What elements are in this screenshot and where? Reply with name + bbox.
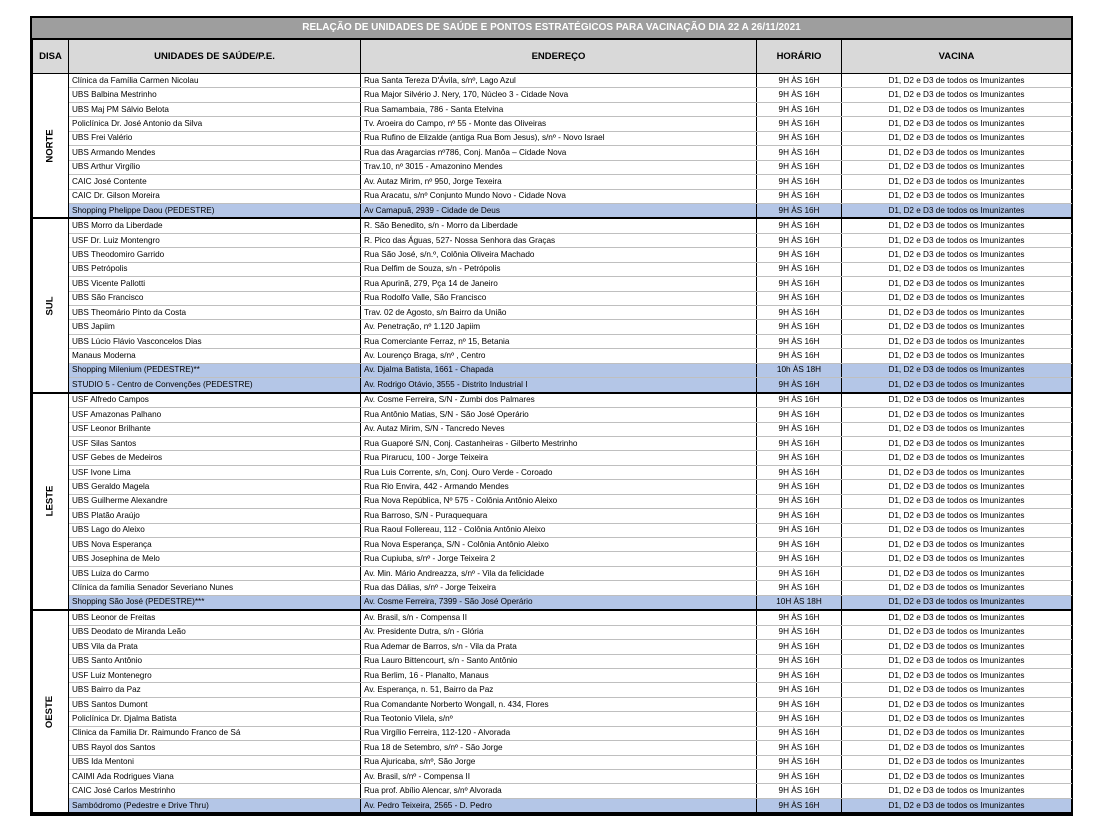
- table-row: [33, 277, 1072, 291]
- table-row: [33, 610, 1072, 625]
- address-cell: Rua Cupiuba, s/nº - Jorge Teixeira 2: [361, 552, 757, 566]
- unit-cell: UBS São Francisco: [69, 291, 361, 305]
- unit-cell: UBS Balbina Mestrinho: [69, 88, 361, 102]
- hours-cell: 9H ÀS 16H: [757, 654, 842, 668]
- table-row: [33, 581, 1072, 595]
- unit-cell: CAIMI Ada Rodrigues Viana: [69, 770, 361, 784]
- table-row: [33, 262, 1072, 276]
- table-row: [33, 248, 1072, 262]
- hours-cell: 9H ÀS 16H: [757, 131, 842, 145]
- address-cell: Rua Pirarucu, 100 - Jorge Teixeira: [361, 451, 757, 465]
- table-row: [33, 668, 1072, 682]
- vaccine-cell: D1, D2 e D3 de todos os Imunizantes: [842, 378, 1072, 393]
- hours-cell: 10h ÀS 18H: [757, 363, 842, 377]
- hours-cell: 9H ÀS 16H: [757, 218, 842, 233]
- vaccine-cell: D1, D2 e D3 de todos os Imunizantes: [842, 203, 1072, 218]
- vaccine-cell: D1, D2 e D3 de todos os Imunizantes: [842, 566, 1072, 580]
- vaccine-cell: D1, D2 e D3 de todos os Imunizantes: [842, 552, 1072, 566]
- table-row: [33, 349, 1072, 363]
- disa-label: NORTE: [44, 129, 56, 163]
- hours-cell: 9H ÀS 16H: [757, 640, 842, 654]
- vaccine-cell: D1, D2 e D3 de todos os Imunizantes: [842, 393, 1072, 408]
- hours-cell: 9H ÀS 16H: [757, 408, 842, 422]
- vaccine-cell: D1, D2 e D3 de todos os Imunizantes: [842, 726, 1072, 740]
- unit-cell: UBS Santo Antônio: [69, 654, 361, 668]
- disa-label: OESTE: [44, 695, 56, 728]
- table-body: [33, 74, 1072, 814]
- unit-cell: USF Amazonas Palhano: [69, 408, 361, 422]
- table-row: [33, 88, 1072, 102]
- address-cell: Rua Santa Tereza D'Ávila, s/nº, Lago Azul: [361, 74, 757, 88]
- address-cell: Av. Rodrigo Otávio, 3555 - Distrito Industrial I: [361, 378, 757, 393]
- table-row: [33, 160, 1072, 174]
- table-row: [33, 306, 1072, 320]
- vaccine-cell: D1, D2 e D3 de todos os Imunizantes: [842, 625, 1072, 639]
- hours-cell: 9H ÀS 16H: [757, 581, 842, 595]
- header-address: ENDEREÇO: [361, 40, 757, 74]
- unit-cell: STUDIO 5 - Centro de Convenções (PEDESTRE): [69, 378, 361, 393]
- address-cell: Trav. 02 de Agosto, s/n Bairro da União: [361, 306, 757, 320]
- vaccine-cell: D1, D2 e D3 de todos os Imunizantes: [842, 683, 1072, 697]
- address-cell: Rua Rio Envira, 442 - Armando Mendes: [361, 480, 757, 494]
- hours-cell: 9H ÀS 16H: [757, 798, 842, 813]
- hours-cell: 9H ÀS 16H: [757, 770, 842, 784]
- hours-cell: 9H ÀS 16H: [757, 146, 842, 160]
- vaccine-cell: D1, D2 e D3 de todos os Imunizantes: [842, 306, 1072, 320]
- unit-cell: UBS Guilherme Alexandre: [69, 494, 361, 508]
- hours-cell: 9H ÀS 16H: [757, 538, 842, 552]
- address-cell: Av. Cosme Ferreira, 7399 - São José Operário: [361, 595, 757, 610]
- vaccine-cell: D1, D2 e D3 de todos os Imunizantes: [842, 102, 1072, 116]
- unit-cell: Clinica da Familia Dr. Raimundo Franco de Sá: [69, 726, 361, 740]
- unit-cell: CAIC Dr. Gilson Moreira: [69, 189, 361, 203]
- hours-cell: 9H ÀS 16H: [757, 494, 842, 508]
- vaccine-cell: D1, D2 e D3 de todos os Imunizantes: [842, 770, 1072, 784]
- address-cell: Av. Min. Mário Andreazza, s/nº - Vila da felicidade: [361, 566, 757, 580]
- vaccine-cell: D1, D2 e D3 de todos os Imunizantes: [842, 523, 1072, 537]
- address-cell: Rua Rodolfo Valle, São Francisco: [361, 291, 757, 305]
- table-row: [33, 625, 1072, 639]
- hours-cell: 9H ÀS 16H: [757, 277, 842, 291]
- unit-cell: UBS Josephina de Melo: [69, 552, 361, 566]
- disa-cell: [33, 610, 69, 813]
- table-row: [33, 494, 1072, 508]
- unit-cell: UBS Japiim: [69, 320, 361, 334]
- hours-cell: 9H ÀS 16H: [757, 610, 842, 625]
- unit-cell: USF Ivone Lima: [69, 465, 361, 479]
- address-cell: Av. Lourenço Braga, s/nº , Centro: [361, 349, 757, 363]
- address-cell: Rua Apurinã, 279, Pça 14 de Janeiro: [361, 277, 757, 291]
- address-cell: Rua Lauro Bittencourt, s/n - Santo Antônio: [361, 654, 757, 668]
- table-row: [33, 146, 1072, 160]
- unit-cell: USF Luiz Montenegro: [69, 668, 361, 682]
- vaccine-cell: D1, D2 e D3 de todos os Imunizantes: [842, 798, 1072, 813]
- table-row: [33, 755, 1072, 769]
- unit-cell: Clínica da Família Carmen Nicolau: [69, 74, 361, 88]
- address-cell: Av. Djalma Batista, 1661 - Chapada: [361, 363, 757, 377]
- hours-cell: 9H ÀS 16H: [757, 320, 842, 334]
- address-cell: Rua 18 de Setembro, s/nº - São Jorge: [361, 741, 757, 755]
- unit-cell: UBS Frei Valério: [69, 131, 361, 145]
- unit-cell: UBS Theodomiro Garrido: [69, 248, 361, 262]
- vaccine-cell: D1, D2 e D3 de todos os Imunizantes: [842, 668, 1072, 682]
- vaccine-cell: D1, D2 e D3 de todos os Imunizantes: [842, 88, 1072, 102]
- vaccine-cell: D1, D2 e D3 de todos os Imunizantes: [842, 74, 1072, 88]
- unit-cell: Shopping Milenium (PEDESTRE)**: [69, 363, 361, 377]
- unit-cell: UBS Lúcio Flávio Vasconcelos Dias: [69, 334, 361, 348]
- hours-cell: 9H ÀS 16H: [757, 233, 842, 247]
- hours-cell: 9H ÀS 16H: [757, 668, 842, 682]
- vaccine-cell: D1, D2 e D3 de todos os Imunizantes: [842, 494, 1072, 508]
- unit-cell: UBS Vila da Prata: [69, 640, 361, 654]
- disa-label: SUL: [44, 296, 56, 315]
- unit-cell: Sambódromo (Pedestre e Drive Thru): [69, 798, 361, 813]
- unit-cell: UBS Petrópolis: [69, 262, 361, 276]
- unit-cell: UBS Bairro da Paz: [69, 683, 361, 697]
- table-row: [33, 131, 1072, 145]
- table-row: [33, 523, 1072, 537]
- vaccine-cell: D1, D2 e D3 de todos os Imunizantes: [842, 451, 1072, 465]
- unit-cell: UBS Geraldo Magela: [69, 480, 361, 494]
- disa-cell: [33, 218, 69, 392]
- vaccine-cell: D1, D2 e D3 de todos os Imunizantes: [842, 131, 1072, 145]
- hours-cell: 9H ÀS 16H: [757, 306, 842, 320]
- address-cell: Rua Virgílio Ferreira, 112-120 - Alvorada: [361, 726, 757, 740]
- hours-cell: 9H ÀS 16H: [757, 378, 842, 393]
- sheet-title: RELAÇÃO DE UNIDADES DE SAÚDE E PONTOS ESTRATÉGICOS PARA VACINAÇÃO DIA 22 A 26/11/2021: [32, 18, 1071, 39]
- vaccine-cell: D1, D2 e D3 de todos os Imunizantes: [842, 741, 1072, 755]
- unit-cell: Manaus Moderna: [69, 349, 361, 363]
- table-row: [33, 74, 1072, 88]
- table-row: [33, 218, 1072, 233]
- unit-cell: UBS Platão Araújo: [69, 509, 361, 523]
- hours-cell: 9H ÀS 16H: [757, 88, 842, 102]
- hours-cell: 9H ÀS 16H: [757, 552, 842, 566]
- address-cell: Rua Guaporé S/N, Conj. Castanheiras - Gilberto Mestrinho: [361, 436, 757, 450]
- vaccine-cell: D1, D2 e D3 de todos os Imunizantes: [842, 117, 1072, 131]
- hours-cell: 9H ÀS 16H: [757, 248, 842, 262]
- address-cell: Rua das Aragarcias nº786, Conj. Manôa – Cidade Nova: [361, 146, 757, 160]
- unit-cell: UBS Arthur Virgílio: [69, 160, 361, 174]
- unit-cell: UBS Vicente Pallotti: [69, 277, 361, 291]
- address-cell: Av. Presidente Dutra, s/n - Glória: [361, 625, 757, 639]
- table-row: [33, 712, 1072, 726]
- table-row: [33, 683, 1072, 697]
- vaccine-cell: D1, D2 e D3 de todos os Imunizantes: [842, 334, 1072, 348]
- table-row: [33, 363, 1072, 377]
- vaccine-cell: D1, D2 e D3 de todos os Imunizantes: [842, 189, 1072, 203]
- hours-cell: 9H ÀS 16H: [757, 755, 842, 769]
- table-row: [33, 784, 1072, 798]
- unit-cell: Policlínica Dr. Djalma Batista: [69, 712, 361, 726]
- hours-cell: 9H ÀS 16H: [757, 203, 842, 218]
- table-row: [33, 509, 1072, 523]
- hours-cell: 9H ÀS 16H: [757, 465, 842, 479]
- vaccine-cell: D1, D2 e D3 de todos os Imunizantes: [842, 712, 1072, 726]
- address-cell: R. Pico das Águas, 527- Nossa Senhora das Graças: [361, 233, 757, 247]
- address-cell: Rua Ajuricaba, s/nº, São Jorge: [361, 755, 757, 769]
- hours-cell: 9H ÀS 16H: [757, 741, 842, 755]
- table-row: [33, 566, 1072, 580]
- unit-cell: CAIC José Carlos Mestrinho: [69, 784, 361, 798]
- address-cell: Rua Rufino de Elizalde (antiga Rua Bom Jesus), s/nº - Novo Israel: [361, 131, 757, 145]
- vaccine-cell: D1, D2 e D3 de todos os Imunizantes: [842, 233, 1072, 247]
- address-cell: Rua Barroso, S/N - Puraquequara: [361, 509, 757, 523]
- hours-cell: 9H ÀS 16H: [757, 160, 842, 174]
- vaccine-cell: D1, D2 e D3 de todos os Imunizantes: [842, 581, 1072, 595]
- table-row: [33, 451, 1072, 465]
- unit-cell: USF Dr. Luiz Montengro: [69, 233, 361, 247]
- unit-cell: UBS Santos Dumont: [69, 697, 361, 711]
- table-row: [33, 291, 1072, 305]
- vaccine-cell: D1, D2 e D3 de todos os Imunizantes: [842, 248, 1072, 262]
- unit-cell: Policlínica Dr. José Antonio da Silva: [69, 117, 361, 131]
- table-row: [33, 654, 1072, 668]
- unit-cell: UBS Deodato de Miranda Leão: [69, 625, 361, 639]
- table-row: [33, 393, 1072, 408]
- disa-cell: [33, 393, 69, 611]
- address-cell: Rua Teotonio Vilela, s/nº: [361, 712, 757, 726]
- table-row: [33, 436, 1072, 450]
- vaccine-cell: D1, D2 e D3 de todos os Imunizantes: [842, 218, 1072, 233]
- table-row: [33, 117, 1072, 131]
- address-cell: Av. Brasil, s/n - Compensa II: [361, 610, 757, 625]
- hours-cell: 9H ÀS 16H: [757, 175, 842, 189]
- header-hours: HORÁRIO: [757, 40, 842, 74]
- hours-cell: 9H ÀS 16H: [757, 697, 842, 711]
- address-cell: Av Camapuã, 2939 - Cidade de Deus: [361, 203, 757, 218]
- table-row: [33, 480, 1072, 494]
- table-row: [33, 408, 1072, 422]
- vaccination-table: [32, 39, 1072, 814]
- table-row: [33, 538, 1072, 552]
- table-row: [33, 320, 1072, 334]
- unit-cell: USF Leonor Brilhante: [69, 422, 361, 436]
- hours-cell: 9H ÀS 16H: [757, 451, 842, 465]
- address-cell: Rua das Dálias, s/nº - Jorge Teixeira: [361, 581, 757, 595]
- hours-cell: 9H ÀS 16H: [757, 291, 842, 305]
- unit-cell: Shopping São José (PEDESTRE)***: [69, 595, 361, 610]
- vaccine-cell: D1, D2 e D3 de todos os Imunizantes: [842, 320, 1072, 334]
- unit-cell: CAIC José Contente: [69, 175, 361, 189]
- table-row: [33, 334, 1072, 348]
- unit-cell: USF Gebes de Medeiros: [69, 451, 361, 465]
- vaccine-cell: D1, D2 e D3 de todos os Imunizantes: [842, 509, 1072, 523]
- unit-cell: UBS Rayol dos Santos: [69, 741, 361, 755]
- table-row: [33, 741, 1072, 755]
- vaccine-cell: D1, D2 e D3 de todos os Imunizantes: [842, 277, 1072, 291]
- unit-cell: Shopping Phelippe Daou (PEDESTRE): [69, 203, 361, 218]
- table-row: [33, 697, 1072, 711]
- address-cell: Rua Berlim, 16 - Planalto, Manaus: [361, 668, 757, 682]
- vaccine-cell: D1, D2 e D3 de todos os Imunizantes: [842, 175, 1072, 189]
- hours-cell: 9H ÀS 16H: [757, 683, 842, 697]
- hours-cell: 9H ÀS 16H: [757, 393, 842, 408]
- address-cell: Av. Cosme Ferreira, S/N - Zumbi dos Palmares: [361, 393, 757, 408]
- table-row: [33, 595, 1072, 610]
- table-row: [33, 726, 1072, 740]
- table-row: [33, 552, 1072, 566]
- vaccine-cell: D1, D2 e D3 de todos os Imunizantes: [842, 408, 1072, 422]
- vaccine-cell: D1, D2 e D3 de todos os Imunizantes: [842, 784, 1072, 798]
- unit-cell: UBS Leonor de Freitas: [69, 610, 361, 625]
- vaccine-cell: D1, D2 e D3 de todos os Imunizantes: [842, 465, 1072, 479]
- address-cell: Rua Antônio Matias, S/N - São José Operário: [361, 408, 757, 422]
- hours-cell: 9H ÀS 16H: [757, 74, 842, 88]
- table-row: [33, 175, 1072, 189]
- address-cell: Rua Aracatu, s/nº Conjunto Mundo Novo - Cidade Nova: [361, 189, 757, 203]
- unit-cell: UBS Armando Mendes: [69, 146, 361, 160]
- address-cell: Rua Delfim de Souza, s/n - Petrópolis: [361, 262, 757, 276]
- address-cell: Rua Comandante Norberto Wongall, n. 434, Flores: [361, 697, 757, 711]
- address-cell: Av. Pedro Teixeira, 2565 - D. Pedro: [361, 798, 757, 813]
- hours-cell: 9H ÀS 16H: [757, 422, 842, 436]
- vaccine-cell: D1, D2 e D3 de todos os Imunizantes: [842, 654, 1072, 668]
- hours-cell: 9H ÀS 16H: [757, 117, 842, 131]
- unit-cell: UBS Maj PM Sálvio Belota: [69, 102, 361, 116]
- table-row: [33, 422, 1072, 436]
- address-cell: Trav.10, nº 3015 - Amazonino Mendes: [361, 160, 757, 174]
- hours-cell: 9H ÀS 16H: [757, 566, 842, 580]
- unit-cell: Clínica da família Senador Severiano Nunes: [69, 581, 361, 595]
- table-row: [33, 203, 1072, 218]
- address-cell: Tv. Aroeira do Campo, nº 55 - Monte das Oliveiras: [361, 117, 757, 131]
- address-cell: Rua Major Silvério J. Nery, 170, Núcleo 3 - Cidade Nova: [361, 88, 757, 102]
- table-row: [33, 378, 1072, 393]
- vaccine-cell: D1, D2 e D3 de todos os Imunizantes: [842, 349, 1072, 363]
- table-row: [33, 770, 1072, 784]
- hours-cell: 10H ÀS 18H: [757, 595, 842, 610]
- table-row: [33, 189, 1072, 203]
- address-cell: Av. Penetração, nº 1.120 Japiim: [361, 320, 757, 334]
- unit-cell: UBS Nova Esperança: [69, 538, 361, 552]
- vaccine-cell: D1, D2 e D3 de todos os Imunizantes: [842, 480, 1072, 494]
- table-row: [33, 233, 1072, 247]
- address-cell: Rua Luis Corrente, s/n, Conj. Ouro Verde - Coroado: [361, 465, 757, 479]
- hours-cell: 9H ÀS 16H: [757, 523, 842, 537]
- hours-cell: 9H ÀS 16H: [757, 189, 842, 203]
- header-unit: UNIDADES DE SAÚDE/P.E.: [69, 40, 361, 74]
- vaccine-cell: D1, D2 e D3 de todos os Imunizantes: [842, 363, 1072, 377]
- table-row: [33, 465, 1072, 479]
- unit-cell: USF Silas Santos: [69, 436, 361, 450]
- address-cell: Rua Nova República, Nº 575 - Colônia Antônio Aleixo: [361, 494, 757, 508]
- address-cell: Av. Esperança, n. 51, Bairro da Paz: [361, 683, 757, 697]
- vaccine-cell: D1, D2 e D3 de todos os Imunizantes: [842, 262, 1072, 276]
- hours-cell: 9H ÀS 16H: [757, 712, 842, 726]
- address-cell: Rua Comerciante Ferraz, nº 15, Betania: [361, 334, 757, 348]
- address-cell: Rua Samambaia, 786 - Santa Etelvina: [361, 102, 757, 116]
- vaccine-cell: D1, D2 e D3 de todos os Imunizantes: [842, 755, 1072, 769]
- hours-cell: 9H ÀS 16H: [757, 334, 842, 348]
- vaccine-cell: D1, D2 e D3 de todos os Imunizantes: [842, 422, 1072, 436]
- vaccine-cell: D1, D2 e D3 de todos os Imunizantes: [842, 697, 1072, 711]
- hours-cell: 9H ÀS 16H: [757, 349, 842, 363]
- vaccine-cell: D1, D2 e D3 de todos os Imunizantes: [842, 160, 1072, 174]
- vaccine-cell: D1, D2 e D3 de todos os Imunizantes: [842, 146, 1072, 160]
- vaccine-cell: D1, D2 e D3 de todos os Imunizantes: [842, 291, 1072, 305]
- address-cell: R. São Benedito, s/n - Morro da Liberdade: [361, 218, 757, 233]
- vaccine-cell: D1, D2 e D3 de todos os Imunizantes: [842, 538, 1072, 552]
- vaccine-cell: D1, D2 e D3 de todos os Imunizantes: [842, 595, 1072, 610]
- header-vaccine: VACINA: [842, 40, 1072, 74]
- address-cell: Rua Nova Esperança, S/N - Colônia Antônio Aleixo: [361, 538, 757, 552]
- address-cell: Av. Autaz Mirim, nº 950, Jorge Texeira: [361, 175, 757, 189]
- disa-cell: [33, 74, 69, 219]
- vaccine-cell: D1, D2 e D3 de todos os Imunizantes: [842, 436, 1072, 450]
- hours-cell: 9H ÀS 16H: [757, 436, 842, 450]
- address-cell: Rua prof. Abílio Alencar, s/nº Alvorada: [361, 784, 757, 798]
- hours-cell: 9H ÀS 16H: [757, 509, 842, 523]
- address-cell: Rua Raoul Follereau, 112 - Colônia Antônio Aleixo: [361, 523, 757, 537]
- header-disa: DISA: [33, 40, 69, 74]
- hours-cell: 9H ÀS 16H: [757, 262, 842, 276]
- vaccination-sheet: [30, 16, 1073, 816]
- address-cell: Rua Ademar de Barros, s/n - Vila da Prata: [361, 640, 757, 654]
- vaccine-cell: D1, D2 e D3 de todos os Imunizantes: [842, 640, 1072, 654]
- hours-cell: 9H ÀS 16H: [757, 784, 842, 798]
- table-row: [33, 102, 1072, 116]
- vaccine-cell: D1, D2 e D3 de todos os Imunizantes: [842, 610, 1072, 625]
- address-cell: Av. Brasil, s/nº - Compensa II: [361, 770, 757, 784]
- unit-cell: UBS Luiza do Carmo: [69, 566, 361, 580]
- hours-cell: 9H ÀS 16H: [757, 726, 842, 740]
- disa-label: LESTE: [44, 486, 56, 517]
- address-cell: Rua São José, s/n.º, Colônia Oliveira Machado: [361, 248, 757, 262]
- table-row: [33, 798, 1072, 813]
- unit-cell: UBS Ida Mentoni: [69, 755, 361, 769]
- table-row: [33, 640, 1072, 654]
- unit-cell: USF Alfredo Campos: [69, 393, 361, 408]
- unit-cell: UBS Lago do Aleixo: [69, 523, 361, 537]
- header-row: [33, 40, 1072, 74]
- hours-cell: 9H ÀS 16H: [757, 102, 842, 116]
- hours-cell: 9H ÀS 16H: [757, 480, 842, 494]
- hours-cell: 9H ÀS 16H: [757, 625, 842, 639]
- unit-cell: UBS Theomário Pinto da Costa: [69, 306, 361, 320]
- unit-cell: UBS Morro da Liberdade: [69, 218, 361, 233]
- address-cell: Av. Autaz Mirim, S/N - Tancredo Neves: [361, 422, 757, 436]
